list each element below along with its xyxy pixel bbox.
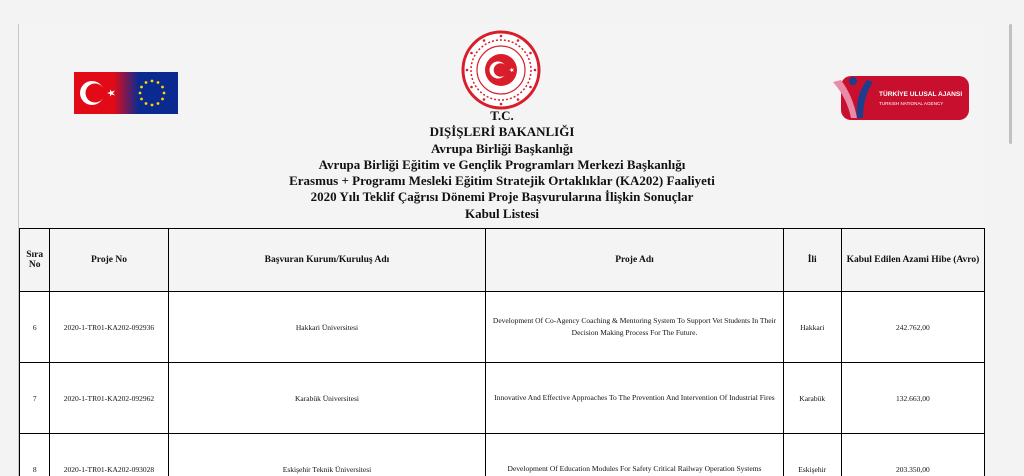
table-header-row [20,229,985,292]
document-header [19,24,985,228]
cell-hibe: 242.762,00 [841,292,984,363]
cell-proje-adi: Development Of Education Modules For Safety Critical Railway Operation Systems [486,434,783,476]
title-line-program: Erasmus + Programı Mesleki Eğitim Stratejik Ortaklıklar (KA202) Faaliyeti [289,173,715,189]
cell-proje-no: 2020-1-TR01-KA202-093028 [50,434,168,476]
cell-proje-adi: Development Of Co-Agency Coaching & Mentoring System To Support Vet Students In Their Decision Making Process For The Future. [486,292,783,363]
svg-text:TÜRKİYE ULUSAL AJANSI: TÜRKİYE ULUSAL AJANSI [879,91,963,98]
cell-proje-no: 2020-1-TR01-KA202-092936 [50,292,168,363]
cell-il: Karabük [783,363,841,434]
table-row [20,434,985,476]
svg-text:TURKISH NATIONAL AGENCY: TURKISH NATIONAL AGENCY [879,101,944,106]
cell-hibe: 132.663,00 [841,363,984,434]
table-row [20,363,985,434]
title-line-eu-directorate: Avrupa Birliği Başkanlığı [430,140,574,156]
cell-il: Hakkari [783,292,841,363]
title-line-ministry: DIŞİŞLERİ BAKANLIĞI [429,124,575,140]
vertical-scrollbar[interactable] [1009,24,1012,144]
header-proje-adi: Proje Adı [486,229,783,292]
cell-kurum: Hakkari Üniversitesi [168,292,486,363]
document-page [18,24,985,476]
cell-sira: 7 [20,363,50,434]
header-sira-no: Sıra No [20,229,50,292]
results-table [19,228,985,476]
cell-il: Eskişehir [783,434,841,476]
cell-kurum: Karabük Üniversitesi [168,363,486,434]
table-row [20,292,985,363]
title-line-list: Kabul Listesi [464,205,540,221]
cell-proje-no: 2020-1-TR01-KA202-092962 [50,363,168,434]
document-title-block [19,108,985,222]
ministry-seal-logo [461,30,541,110]
cell-proje-adi: Innovative And Effective Approaches To The Prevention And Intervention Of Industrial Fires [486,363,783,434]
cell-sira: 6 [20,292,50,363]
cell-hibe: 203.350,00 [841,434,984,476]
header-il: İli [783,229,841,292]
header-proje-no: Proje No [50,229,168,292]
header-kurum: Başvuran Kurum/Kuruluş Adı [168,229,486,292]
header-hibe: Kabul Edilen Azami Hibe (Avro) [841,229,984,292]
title-line-results: 2020 Yılı Teklif Çağrısı Dönemi Proje Başvurularına İlişkin Sonuçlar [310,189,694,205]
title-line-center: Avrupa Birliği Eğitim ve Gençlik Programları Merkezi Başkanlığı [318,156,686,172]
seal-icon [461,30,541,110]
cell-kurum: Eskişehir Teknik Üniversitesi [168,434,486,476]
cell-sira: 8 [20,434,50,476]
title-line-tc: T.C. [490,108,514,123]
